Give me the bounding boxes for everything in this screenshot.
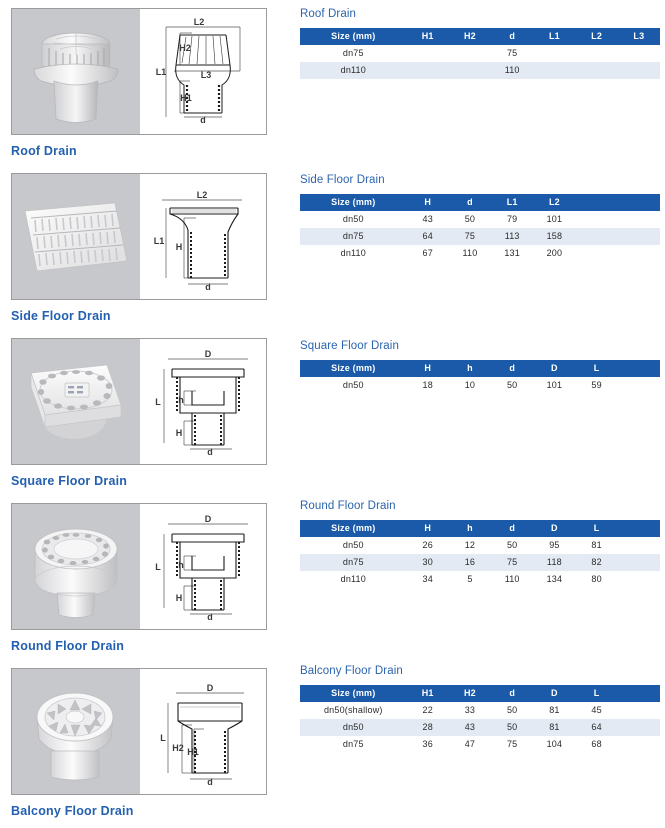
square-floor-drain-diagram: [140, 339, 266, 464]
column-header: L3: [618, 28, 660, 45]
column-header: [618, 360, 660, 377]
cell-value: [533, 45, 575, 62]
column-header-size: Size (mm): [300, 685, 407, 702]
balcony-floor-drain-photo: [12, 669, 140, 794]
cell-value: 26: [407, 537, 449, 554]
column-header: d: [491, 28, 533, 45]
cell-value: [618, 211, 660, 228]
cell-value: [618, 571, 660, 588]
spec-block-roof-drain: [300, 8, 660, 79]
cell-size: dn50: [300, 719, 407, 736]
column-header: L2: [576, 28, 618, 45]
svg-text:D: D: [204, 348, 212, 359]
product-caption: Round Floor Drain: [11, 639, 125, 653]
column-header: d: [491, 685, 533, 702]
cell-value: 5: [449, 571, 491, 588]
cell-value: 95: [533, 537, 575, 554]
product-panel: [11, 8, 267, 135]
cell-value: [576, 62, 618, 79]
cell-value: 101: [533, 211, 575, 228]
balcony-floor-drain-diagram: [140, 669, 266, 794]
table-row: [300, 211, 660, 228]
svg-text:L3: L3: [200, 69, 212, 80]
cell-value: 110: [491, 571, 533, 588]
column-header: D: [533, 360, 575, 377]
cell-size: dn50(shallow): [300, 702, 407, 719]
cell-value: 45: [576, 702, 618, 719]
svg-text:H1: H1: [187, 746, 199, 757]
round-floor-drain-diagram: [140, 504, 266, 629]
cell-value: 158: [533, 228, 575, 245]
column-header: h: [449, 360, 491, 377]
table-row: [300, 702, 660, 719]
svg-text:d: d: [200, 114, 206, 125]
cell-value: [618, 245, 660, 262]
cell-value: 79: [491, 211, 533, 228]
column-header: L1: [533, 28, 575, 45]
column-header: D: [533, 685, 575, 702]
svg-text:L2: L2: [196, 189, 208, 200]
cell-value: 22: [407, 702, 449, 719]
square-floor-drain-photo: [12, 339, 140, 464]
column-header: L: [576, 360, 618, 377]
column-header: [618, 685, 660, 702]
column-header: L1: [491, 194, 533, 211]
cell-value: 12: [449, 537, 491, 554]
svg-text:h: h: [178, 559, 184, 570]
table-row: [300, 736, 660, 753]
roof-drain-photo: [12, 9, 140, 134]
cell-value: 43: [407, 211, 449, 228]
column-header: H1: [407, 28, 449, 45]
spec-block-square-floor-drain: [300, 340, 660, 394]
cell-size: dn110: [300, 245, 407, 262]
column-header: H: [407, 360, 449, 377]
cell-size: dn50: [300, 377, 407, 394]
product-caption: Roof Drain: [11, 144, 77, 158]
product-panel: [11, 503, 267, 630]
spec-block-side-floor-drain: [300, 174, 660, 262]
svg-text:L: L: [160, 732, 166, 743]
cell-value: 81: [576, 537, 618, 554]
cell-value: 33: [449, 702, 491, 719]
cell-value: 110: [449, 245, 491, 262]
svg-text:L: L: [155, 396, 161, 407]
table-row: [300, 245, 660, 262]
svg-text:d: d: [207, 776, 213, 787]
svg-text:L: L: [155, 561, 161, 572]
cell-value: 118: [533, 554, 575, 571]
round-floor-drain-photo: [12, 504, 140, 629]
cell-value: [618, 554, 660, 571]
spec-table: [300, 685, 660, 753]
column-header: [576, 194, 618, 211]
cell-value: [407, 45, 449, 62]
table-row: [300, 377, 660, 394]
cell-value: 50: [491, 377, 533, 394]
cell-size: dn50: [300, 537, 407, 554]
cell-size: dn50: [300, 211, 407, 228]
svg-text:d: d: [207, 611, 213, 622]
table-row: [300, 228, 660, 245]
svg-text:H: H: [175, 592, 183, 603]
cell-value: 75: [491, 554, 533, 571]
cell-value: 75: [491, 45, 533, 62]
product-panel: [11, 338, 267, 465]
product-block-side-floor-drain: [11, 173, 269, 323]
svg-text:L1: L1: [155, 66, 167, 77]
svg-text:L2: L2: [193, 16, 205, 27]
spec-block-balcony-floor-drain: [300, 665, 660, 753]
side-floor-drain-photo: [12, 174, 140, 299]
table-header-row: [300, 520, 660, 537]
cell-value: 101: [533, 377, 575, 394]
cell-value: 64: [576, 719, 618, 736]
product-caption: Side Floor Drain: [11, 309, 111, 323]
cell-value: 68: [576, 736, 618, 753]
product-panel: [11, 173, 267, 300]
column-header-size: Size (mm): [300, 28, 407, 45]
table-header-row: [300, 194, 660, 211]
cell-value: [576, 45, 618, 62]
cell-value: 10: [449, 377, 491, 394]
cell-value: 134: [533, 571, 575, 588]
table-row: [300, 537, 660, 554]
cell-value: [618, 45, 660, 62]
cell-value: 50: [491, 702, 533, 719]
cell-value: [618, 228, 660, 245]
cell-value: 75: [449, 228, 491, 245]
cell-value: [618, 702, 660, 719]
product-block-round-floor-drain: [11, 503, 269, 653]
svg-text:d: d: [205, 281, 211, 292]
cell-size: dn75: [300, 45, 407, 62]
cell-value: 110: [491, 62, 533, 79]
svg-text:h: h: [178, 394, 184, 405]
spec-table-title: Balcony Floor Drain: [300, 665, 403, 677]
cell-value: 82: [576, 554, 618, 571]
cell-size: dn75: [300, 736, 407, 753]
cell-value: 34: [407, 571, 449, 588]
cell-value: 50: [491, 537, 533, 554]
cell-value: 104: [533, 736, 575, 753]
column-header: L: [576, 685, 618, 702]
table-header-row: [300, 685, 660, 702]
spec-table: [300, 28, 660, 79]
svg-text:D: D: [206, 682, 214, 693]
column-header: d: [491, 360, 533, 377]
table-header-row: [300, 360, 660, 377]
column-header: L2: [533, 194, 575, 211]
cell-value: [576, 228, 618, 245]
table-row: [300, 62, 660, 79]
cell-value: 81: [533, 702, 575, 719]
product-block-square-floor-drain: [11, 338, 269, 488]
svg-text:D: D: [204, 513, 212, 524]
cell-size: dn110: [300, 62, 407, 79]
cell-value: 59: [576, 377, 618, 394]
column-header: H: [407, 520, 449, 537]
cell-value: 16: [449, 554, 491, 571]
spec-table: [300, 520, 660, 588]
cell-value: [618, 537, 660, 554]
column-header: d: [491, 520, 533, 537]
spec-table-title: Side Floor Drain: [300, 174, 385, 186]
cell-value: 30: [407, 554, 449, 571]
table-row: [300, 554, 660, 571]
cell-value: 50: [449, 211, 491, 228]
column-header: H: [407, 194, 449, 211]
cell-value: [618, 736, 660, 753]
column-header-size: Size (mm): [300, 194, 407, 211]
spec-table-title: Roof Drain: [300, 8, 356, 20]
svg-text:H2: H2: [179, 42, 191, 53]
cell-value: 50: [491, 719, 533, 736]
product-block-balcony-floor-drain: [11, 668, 269, 818]
cell-value: 18: [407, 377, 449, 394]
spec-block-round-floor-drain: [300, 500, 660, 588]
cell-value: 43: [449, 719, 491, 736]
svg-text:d: d: [207, 446, 213, 457]
column-header: H1: [407, 685, 449, 702]
cell-value: [618, 62, 660, 79]
svg-text:H1: H1: [180, 92, 192, 103]
column-header: H2: [449, 685, 491, 702]
cell-value: 67: [407, 245, 449, 262]
product-caption: Balcony Floor Drain: [11, 804, 134, 818]
spec-table-title: Round Floor Drain: [300, 500, 396, 512]
cell-size: dn75: [300, 554, 407, 571]
column-header: h: [449, 520, 491, 537]
side-floor-drain-diagram: [140, 174, 266, 299]
cell-value: 47: [449, 736, 491, 753]
cell-value: 64: [407, 228, 449, 245]
column-header: [618, 520, 660, 537]
column-header-size: Size (mm): [300, 360, 407, 377]
svg-text:L1: L1: [153, 235, 165, 246]
table-row: [300, 45, 660, 62]
cell-value: 81: [533, 719, 575, 736]
cell-value: [449, 45, 491, 62]
table-row: [300, 571, 660, 588]
cell-value: 75: [491, 736, 533, 753]
cell-value: [407, 62, 449, 79]
cell-size: dn110: [300, 571, 407, 588]
svg-text:H2: H2: [172, 742, 184, 753]
cell-size: dn75: [300, 228, 407, 245]
table-header-row: [300, 28, 660, 45]
cell-value: [618, 719, 660, 736]
column-header: L: [576, 520, 618, 537]
spec-table-title: Square Floor Drain: [300, 340, 399, 352]
cell-value: 200: [533, 245, 575, 262]
svg-text:H: H: [175, 427, 183, 438]
cell-value: [576, 245, 618, 262]
cell-value: 113: [491, 228, 533, 245]
table-row: [300, 719, 660, 736]
roof-drain-diagram: [140, 9, 266, 134]
product-panel: [11, 668, 267, 795]
spec-table: [300, 360, 660, 394]
column-header: d: [449, 194, 491, 211]
svg-text:H: H: [175, 241, 183, 252]
cell-value: [533, 62, 575, 79]
column-header: [618, 194, 660, 211]
product-block-roof-drain: [11, 8, 269, 158]
cell-value: [618, 377, 660, 394]
product-caption: Square Floor Drain: [11, 474, 128, 488]
spec-table: [300, 194, 660, 262]
cell-value: 28: [407, 719, 449, 736]
column-header: H2: [449, 28, 491, 45]
cell-value: 80: [576, 571, 618, 588]
cell-value: 36: [407, 736, 449, 753]
cell-value: [449, 62, 491, 79]
cell-value: 131: [491, 245, 533, 262]
cell-value: [576, 211, 618, 228]
column-header-size: Size (mm): [300, 520, 407, 537]
column-header: D: [533, 520, 575, 537]
